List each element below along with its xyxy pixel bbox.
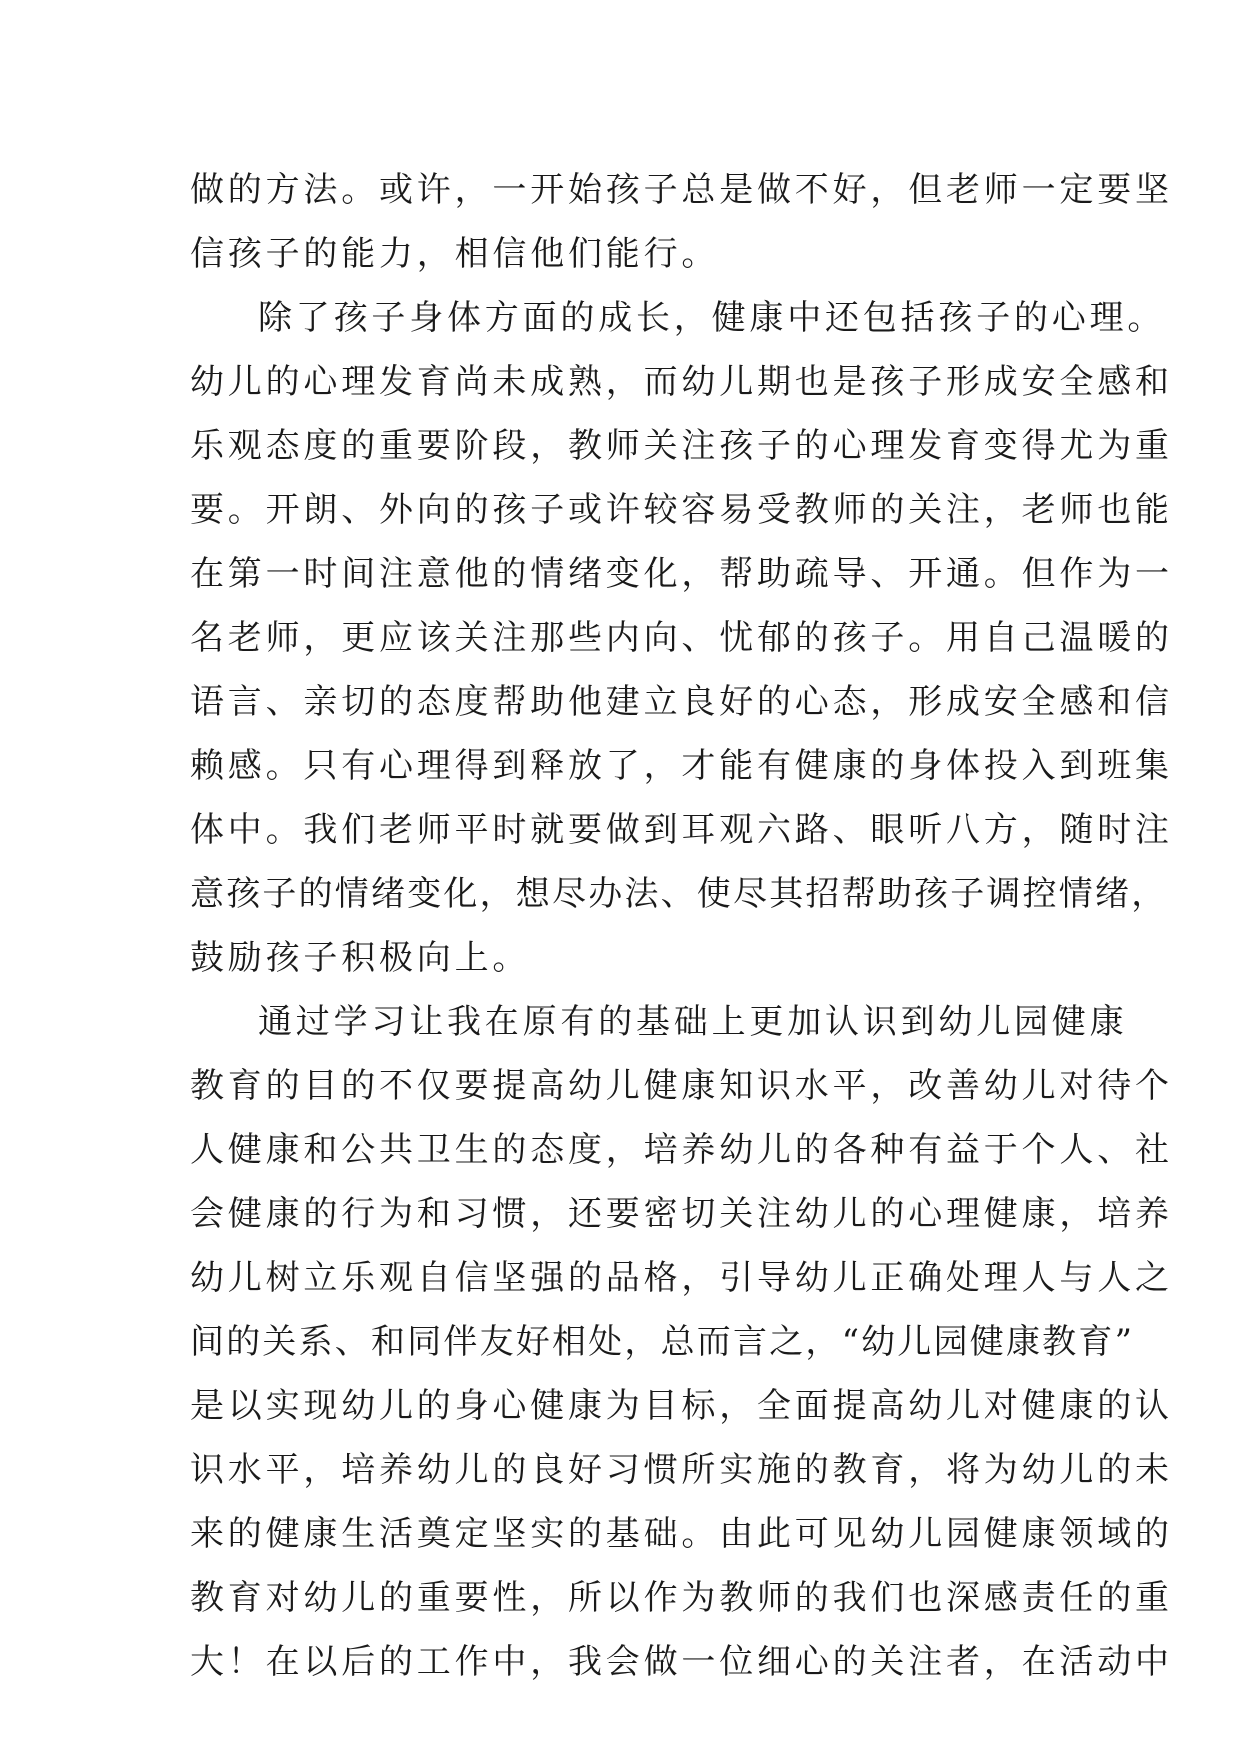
- text-line: 乐观态度的重要阶段，教师关注孩子的心理发育变得尤为重: [190, 426, 1173, 466]
- text-line: 人健康和公共卫生的态度，培养幼儿的各种有益于个人、社: [190, 1130, 1173, 1170]
- text-line: 识水平，培养幼儿的良好习惯所实施的教育，将为幼儿的未: [190, 1450, 1173, 1490]
- text-line: 要。开朗、外向的孩子或许较容易受教师的关注，老师也能: [190, 490, 1173, 530]
- text-line: 意孩子的情绪变化，想尽办法、使尽其招帮助孩子调控情绪，: [190, 874, 1168, 914]
- text-line: 教育的目的不仅要提高幼儿健康知识水平，改善幼儿对待个: [190, 1066, 1173, 1106]
- paragraph-start-line: 除了孩子身体方面的成长，健康中还包括孩子的心理。: [258, 298, 1166, 338]
- text-line: 来的健康生活奠定坚实的基础。由此可见幼儿园健康领域的: [190, 1514, 1173, 1554]
- text-line: 信孩子的能力，相信他们能行。: [190, 234, 720, 274]
- text-line: 做的方法。或许，一开始孩子总是做不好，但老师一定要坚: [190, 170, 1173, 210]
- text-line: 间的关系、和同伴友好相处，总而言之，“幼儿园健康教育”: [190, 1322, 1135, 1362]
- text-line: 在第一时间注意他的情绪变化，帮助疏导、开通。但作为一: [190, 554, 1173, 594]
- text-line: 鼓励孩子积极向上。: [190, 938, 531, 978]
- text-line: 体中。我们老师平时就要做到耳观六路、眼听八方，随时注: [190, 810, 1173, 850]
- text-line: 语言、亲切的态度帮助他建立良好的心态，形成安全感和信: [190, 682, 1173, 722]
- text-line: 幼儿树立乐观自信坚强的品格，引导幼儿正确处理人与人之: [190, 1258, 1173, 1298]
- text-line: 赖感。只有心理得到释放了，才能有健康的身体投入到班集: [190, 746, 1173, 786]
- text-line: 是以实现幼儿的身心健康为目标，全面提高幼儿对健康的认: [190, 1386, 1173, 1426]
- paragraph-start-line: 通过学习让我在原有的基础上更加认识到幼儿园健康: [258, 1002, 1128, 1042]
- text-line: 大！在以后的工作中，我会做一位细心的关注者，在活动中: [190, 1642, 1173, 1682]
- text-line: 会健康的行为和习惯，还要密切关注幼儿的心理健康，培养: [190, 1194, 1173, 1234]
- text-line: 教育对幼儿的重要性，所以作为教师的我们也深感责任的重: [190, 1578, 1173, 1618]
- text-line: 名老师，更应该关注那些内向、忧郁的孩子。用自己温暖的: [190, 618, 1173, 658]
- text-line: 幼儿的心理发育尚未成熟，而幼儿期也是孩子形成安全感和: [190, 362, 1173, 402]
- body-text: [190, 158, 1173, 1694]
